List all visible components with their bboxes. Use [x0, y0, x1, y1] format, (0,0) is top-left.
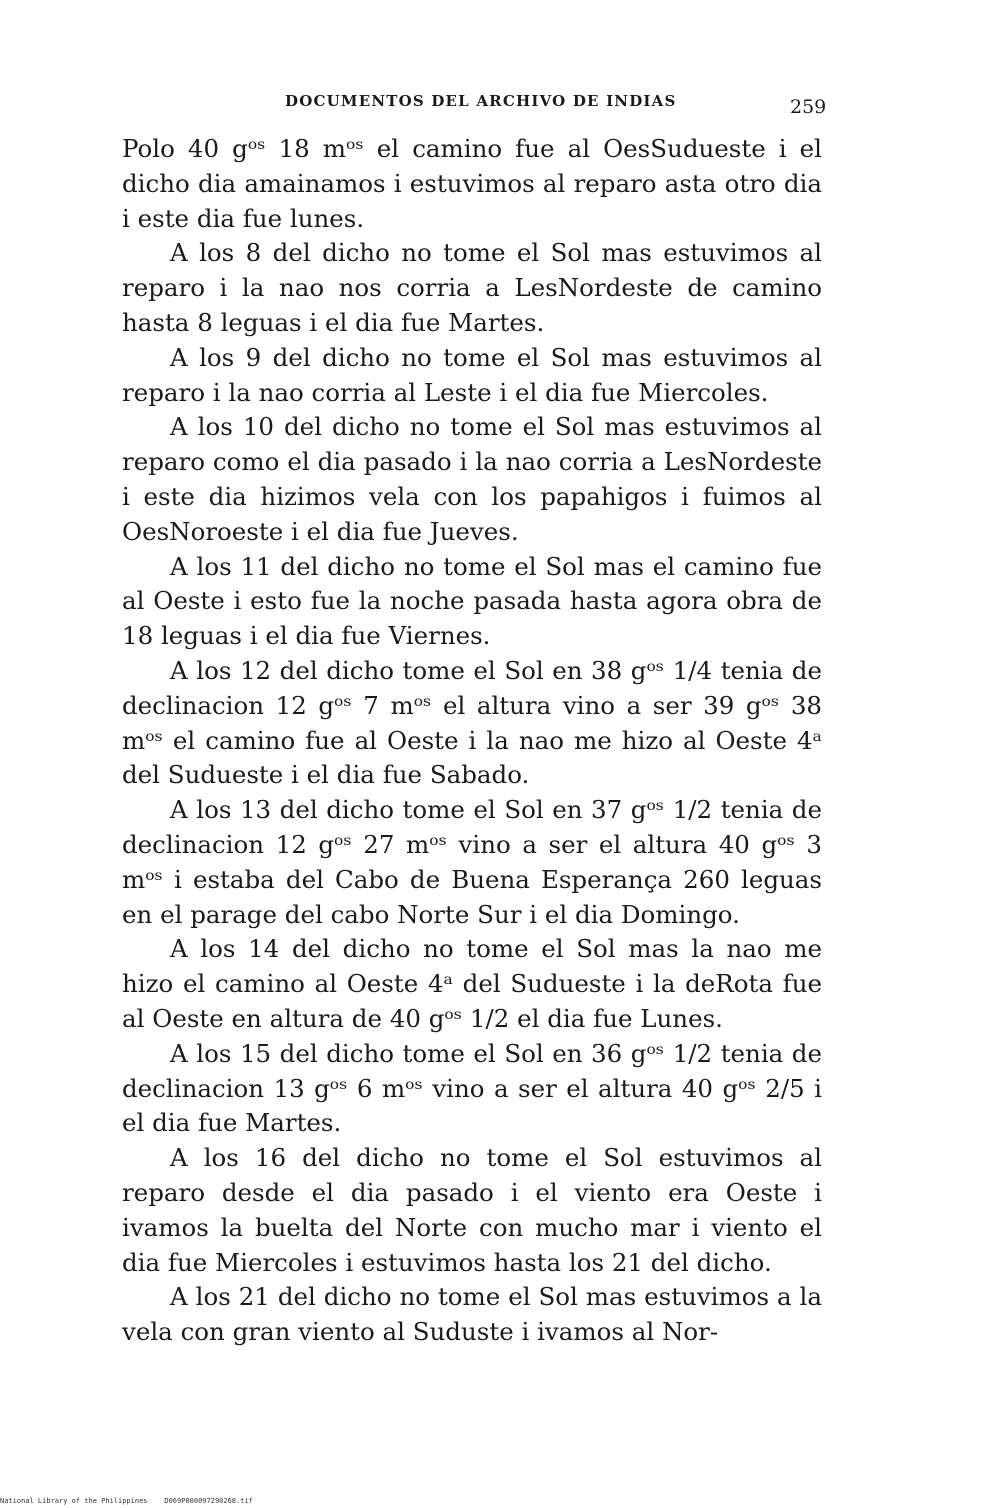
paragraph: A los 10 del dicho no tome el Sol mas estuvimos al reparo como el dia pasado i la nao corria a LesNordeste i este dia hizimos vela con los papahigos i fuimos al OesNoroeste i el dia fue Jueves.: [122, 412, 822, 546]
body-text: [122, 132, 822, 1350]
paragraph: A los 14 del dicho no tome el Sol mas la nao me hizo el camino al Oeste 4ᵃ del Sudueste i la deRota fue al Oeste en altura de 40 gᵒˢ 1/2 el dia fue Lunes.: [122, 934, 822, 1033]
paragraph: A los 13 del dicho tome el Sol en 37 gᵒˢ 1/2 tenia de declinacion 12 gᵒˢ 27 mᵒˢ vino a ser el altura 40 gᵒˢ 3 mᵒˢ i estaba del Cabo de Buena Esperança 260 leguas en el parage del cabo Norte Sur i el dia Domingo.: [122, 795, 822, 929]
footer-library: National Library of the Philippines: [0, 1497, 148, 1505]
paragraph: A los 8 del dicho no tome el Sol mas estuvimos al reparo i la nao nos corria a LesNordeste de camino hasta 8 leguas i el dia fue Martes.: [122, 238, 822, 337]
paragraph: A los 21 del dicho no tome el Sol mas estuvimos a la vela con gran viento al Suduste i ivamos al Nor-: [122, 1282, 822, 1347]
paragraph: A los 15 del dicho tome el Sol en 36 gᵒˢ 1/2 tenia de declinacion 13 gᵒˢ 6 mᵒˢ vino a ser el altura 40 gᵒˢ 2/5 i el dia fue Martes.: [122, 1038, 822, 1138]
scan-footer: [0, 1497, 253, 1505]
paragraph: Polo 40 gᵒˢ 18 mᵒˢ el camino fue al OesSudueste i el dicho dia amainamos i estuvimos al reparo asta otro dia i este dia fue lunes.: [122, 134, 822, 233]
running-title: DOCUMENTOS DEL ARCHIVO DE INDIAS: [285, 92, 677, 110]
page-number: 259: [790, 96, 827, 118]
paragraph: A los 16 del dicho no tome el Sol estuvimos al reparo desde el dia pasado i el viento era Oeste i ivamos la buelta del Norte con mucho mar i viento el dia fue Miercoles i estuvimos hasta los 21 del dicho.: [122, 1143, 822, 1277]
paragraph: A los 11 del dicho no tome el Sol mas el camino fue al Oeste i esto fue la noche pasada hasta agora obra de 18 leguas i el dia fue Viernes.: [122, 551, 822, 651]
paragraph: A los 9 del dicho no tome el Sol mas estuvimos al reparo i la nao corria al Leste i el dia fue Miercoles.: [122, 342, 822, 407]
footer-file: D069P000097290268.tif: [164, 1497, 253, 1505]
paragraph: A los 12 del dicho tome el Sol en 38 gᵒˢ 1/4 tenia de declinacion 12 gᵒˢ 7 mᵒˢ el altura vino a ser 39 gᵒˢ 38 mᵒˢ el camino fue al Oeste i la nao me hizo al Oeste 4ᵃ del Sudueste i el dia fue Sabado.: [122, 655, 822, 790]
